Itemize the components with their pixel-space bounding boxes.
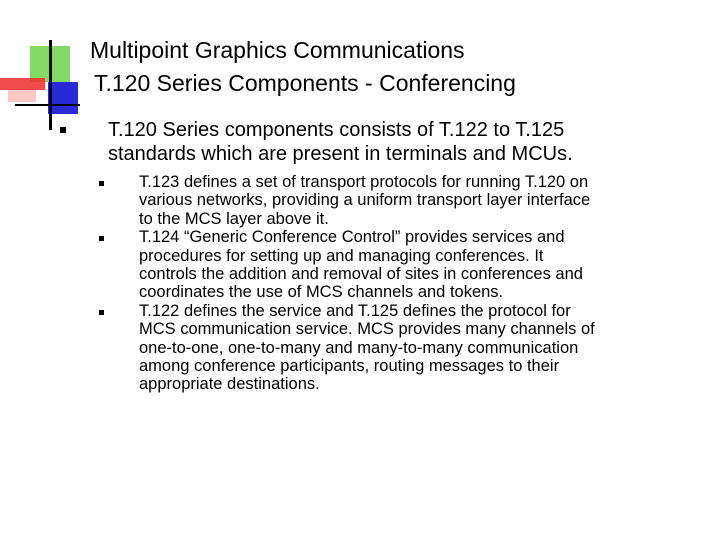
main-bullet-text: T.120 Series components consists of T.122 to T.125 standards which are present in terminals and MCUs. <box>108 119 573 165</box>
logo-blue-square <box>48 82 78 114</box>
square-bullet-icon <box>99 181 104 186</box>
slide-title <box>90 34 516 100</box>
logo-red-fade <box>8 90 36 102</box>
sub-bullet-text: T.123 defines a set of transport protocols for running T.120 on various networks, providing a uniform transport layer interface to the MCS layer above it. <box>139 173 591 228</box>
slide-title-line-1: Multipoint Graphics Communications <box>90 37 465 63</box>
logo-vertical-line <box>49 40 52 130</box>
square-bullet-icon <box>99 310 104 315</box>
slide-logo-decoration <box>0 40 80 130</box>
sub-bullet-item <box>98 173 698 228</box>
square-bullet-icon <box>60 127 66 133</box>
sub-bullet-item <box>98 228 698 302</box>
logo-horizontal-line <box>15 104 80 106</box>
square-bullet-icon <box>99 236 104 241</box>
sub-bullet-item <box>98 302 698 394</box>
main-bullet-item <box>60 118 700 166</box>
logo-red-bar <box>0 78 45 90</box>
sub-bullet-text: T.124 “Generic Conference Control” provides services and procedures for setting up and managing conferences. It controls the addition and removal of sites in conferences and coordinates the use of MCS channels and tokens. <box>139 228 583 302</box>
slide-title-line-2: T.120 Series Components - Conferencing <box>94 70 516 96</box>
sub-bullet-list <box>98 173 698 394</box>
sub-bullet-text: T.122 defines the service and T.125 defines the protocol for MCS communication service. MCS provides many channels of one-to-one, one-to-many and many-to-many communication among conference participants, routing messages to their appropriate destinations. <box>139 301 595 394</box>
